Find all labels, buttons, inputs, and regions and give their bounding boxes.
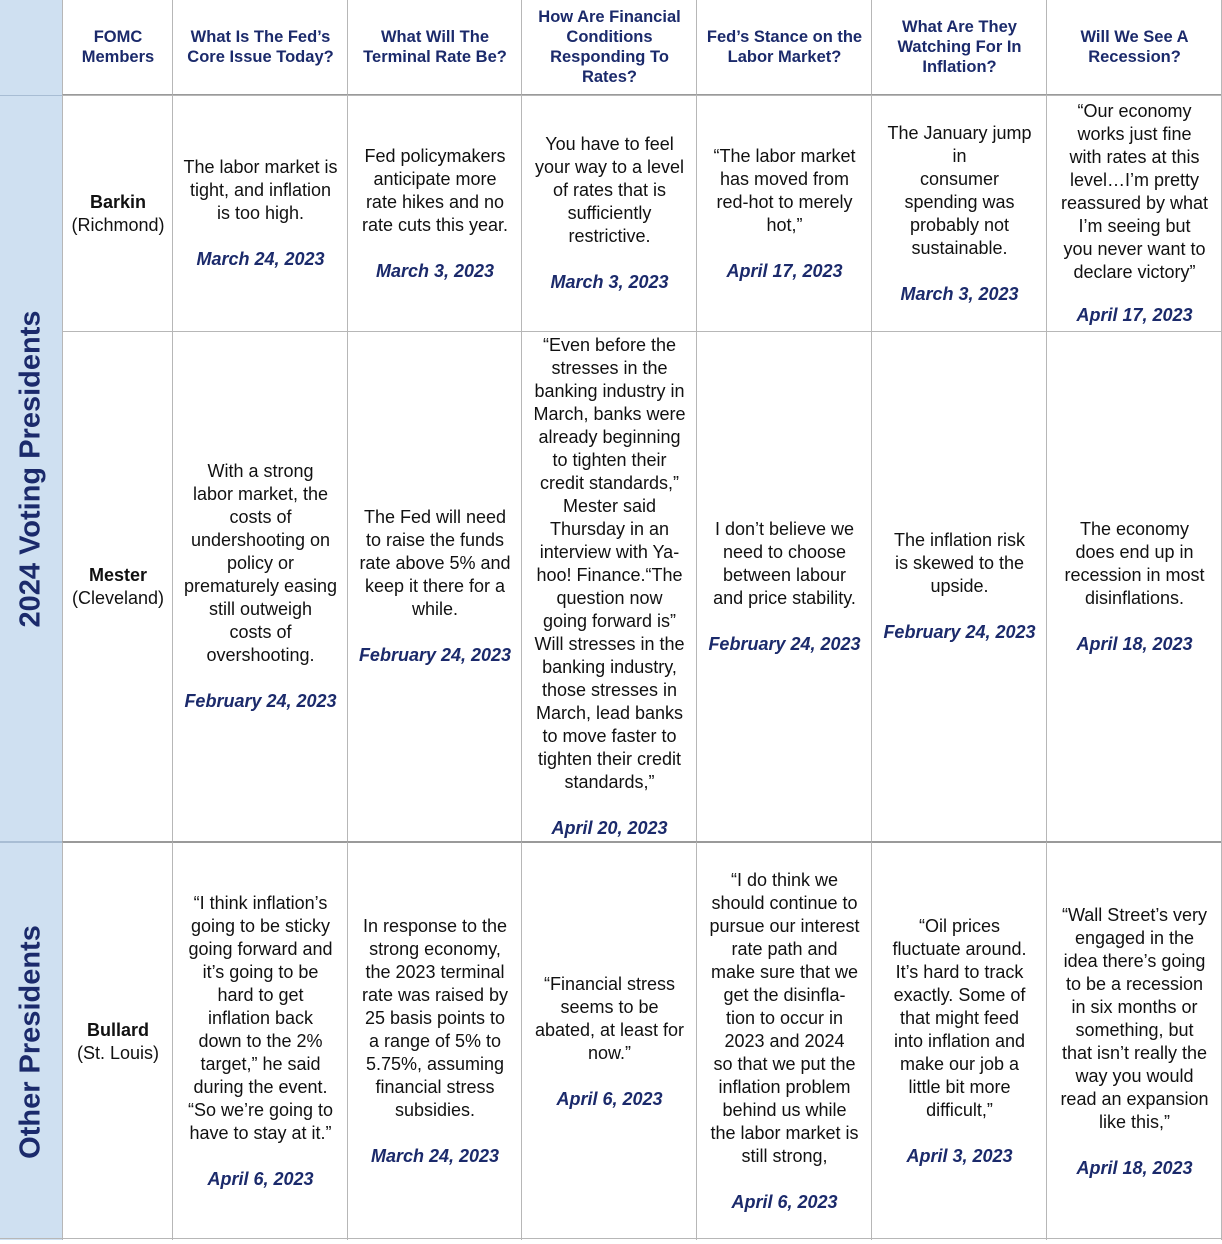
mester-inflation-watch bbox=[871, 331, 1047, 841]
header-core-issue bbox=[172, 0, 348, 95]
mester-labor-stance bbox=[696, 331, 872, 841]
header-members bbox=[62, 0, 173, 95]
quote-text: “Even before the stresses in the banking industry in March, banks were already beginning to tighten their credit standards,” Mester said Thursday in an interview with Ya- hoo! Finance.“The question now going forward is” Will stresses in the banking industry, those stresses in March, lead banks to move faster to tighten their credit standards,” bbox=[533, 334, 686, 792]
quote-date: March 3, 2023 bbox=[550, 272, 669, 292]
quote-text: In response to the strong economy, the 2023 terminal rate was raised by 25 basis points to a range of 5% to 5.75%, assuming financial stress subsidies. bbox=[361, 916, 509, 1120]
bullard-terminal-rate bbox=[347, 841, 522, 1240]
quote-text: “Financial stress seems to be abated, at least for now.” bbox=[534, 973, 685, 1063]
member-barkin bbox=[62, 95, 173, 331]
header-recession-label: Will We See A Recession? bbox=[1080, 28, 1189, 66]
group-voting-presidents bbox=[0, 95, 63, 841]
quote-text: “I think inflation’s going to be sticky going forward and it’s going to be hard to get inflation back down to the 2% target,” he said during the event. “So we’re going to have to stay at it.” bbox=[187, 893, 334, 1143]
bullard-labor-stance bbox=[696, 841, 872, 1240]
header-terminal-rate bbox=[347, 0, 522, 95]
quote-date: March 24, 2023 bbox=[370, 1146, 500, 1166]
quote-date: February 24, 2023 bbox=[184, 691, 337, 711]
mester-recession bbox=[1046, 331, 1222, 841]
member-name: Barkin bbox=[89, 191, 147, 212]
header-labor-stance bbox=[696, 0, 872, 95]
barkin-recession bbox=[1046, 95, 1222, 331]
header-inflation-watch bbox=[871, 0, 1047, 95]
quote-text: I don’t believe we need to choose between labour and price stability. bbox=[713, 518, 856, 608]
quote-text: The economy does end up in recession in most disinflations. bbox=[1064, 518, 1205, 608]
quote-date: April 17, 2023 bbox=[1076, 305, 1193, 325]
quote-text: Fed policymakers anticipate more rate hikes and no rate cuts this year. bbox=[361, 145, 509, 235]
group-other-label: Other Presidents bbox=[14, 924, 47, 1159]
barkin-financial-conditions bbox=[521, 95, 697, 331]
quote-text: “I do think we should continue to pursue our interest rate path and make sure that we get the disinfla- tion to occur in 2023 and 2024 so that we put the inflation problem behind us while the labor market is still strong, bbox=[709, 870, 860, 1166]
quote-date: April 6, 2023 bbox=[207, 1169, 314, 1189]
quote-text: You have to feel your way to a level of rates that is sufficiently restrictive. bbox=[534, 134, 685, 246]
quote-text: “The labor market has moved from red-hot to merely hot,” bbox=[713, 145, 856, 235]
barkin-terminal-rate bbox=[347, 95, 522, 331]
member-district: (St. Louis) bbox=[76, 1042, 160, 1063]
group-voting-label: 2024 Voting Presidents bbox=[14, 310, 47, 627]
bullard-inflation-watch bbox=[871, 841, 1047, 1240]
member-district: (Richmond) bbox=[71, 214, 165, 235]
quote-date: February 24, 2023 bbox=[708, 633, 861, 654]
header-financial-conditions-label: How Are Financial Conditions Responding To Rates? bbox=[538, 8, 681, 86]
quote-date: April 6, 2023 bbox=[731, 1192, 838, 1212]
quote-date: March 24, 2023 bbox=[196, 249, 325, 269]
member-mester bbox=[62, 331, 173, 841]
quote-text: The January jump in consumer spending was probably not sustainable. bbox=[887, 122, 1032, 258]
member-bullard bbox=[62, 841, 173, 1240]
header-labor-stance-label: Fed’s Stance on the Labor Market? bbox=[706, 28, 863, 66]
group-other-presidents bbox=[0, 841, 63, 1240]
quote-date: March 3, 2023 bbox=[900, 283, 1019, 304]
barkin-core-issue bbox=[172, 95, 348, 331]
header-inflation-watch-label: What Are They Watching For In Inflation? bbox=[897, 18, 1022, 76]
quote-text: The inflation risk is skewed to the upside. bbox=[893, 530, 1026, 596]
member-name: Mester bbox=[88, 564, 148, 585]
quote-date: February 24, 2023 bbox=[883, 622, 1036, 642]
header-financial-conditions bbox=[521, 0, 697, 95]
quote-date: April 3, 2023 bbox=[906, 1146, 1013, 1166]
quote-date: April 6, 2023 bbox=[556, 1088, 663, 1109]
barkin-labor-stance bbox=[696, 95, 872, 331]
table-bottom-border bbox=[0, 1238, 1222, 1239]
quote-date: March 3, 2023 bbox=[375, 260, 495, 281]
quote-text: “Oil prices fluctuate around. It’s hard to track exactly. Some of that might feed into inflation and make our job a little bit more difficult,” bbox=[892, 916, 1027, 1120]
mester-core-issue bbox=[172, 331, 348, 841]
header-recession bbox=[1046, 0, 1222, 95]
header-core-issue-label: What Is The Fed’s Core Issue Today? bbox=[187, 28, 334, 66]
quote-text: The labor market is tight, and inflation is too high. bbox=[183, 157, 338, 223]
barkin-inflation-watch bbox=[871, 95, 1047, 331]
quote-date: April 20, 2023 bbox=[551, 817, 668, 838]
member-district: (Cleveland) bbox=[71, 587, 165, 608]
member-name: Bullard bbox=[86, 1019, 149, 1040]
quote-text: With a strong labor market, the costs of undershooting on policy or prematurely easing still outweigh costs of overshooting. bbox=[183, 461, 338, 665]
quote-text: “Our economy works just fine with rates at this level…I’m pretty reassured by what I’m seeing but you never want to declare victory” bbox=[1060, 101, 1209, 282]
bullard-recession bbox=[1046, 841, 1222, 1240]
quote-date: February 24, 2023 bbox=[358, 645, 512, 665]
mester-terminal-rate bbox=[347, 331, 522, 841]
corner-cell bbox=[0, 0, 63, 95]
quote-text: “Wall Street’s very engaged in the idea there’s going to be a recession in six months or something, but that isn’t really the way you would read an expansion like this,” bbox=[1060, 904, 1209, 1132]
bullard-core-issue bbox=[172, 841, 348, 1240]
quote-date: April 18, 2023 bbox=[1076, 1157, 1193, 1178]
quote-date: April 18, 2023 bbox=[1076, 633, 1193, 654]
mester-financial-conditions bbox=[521, 331, 697, 841]
header-terminal-rate-label: What Will The Terminal Rate Be? bbox=[363, 28, 507, 66]
header-members-label: FOMC Members bbox=[81, 28, 155, 66]
bullard-financial-conditions bbox=[521, 841, 697, 1240]
quote-text: The Fed will need to raise the funds rate above 5% and keep it there for a while. bbox=[359, 507, 511, 619]
quote-date: April 17, 2023 bbox=[726, 260, 843, 281]
